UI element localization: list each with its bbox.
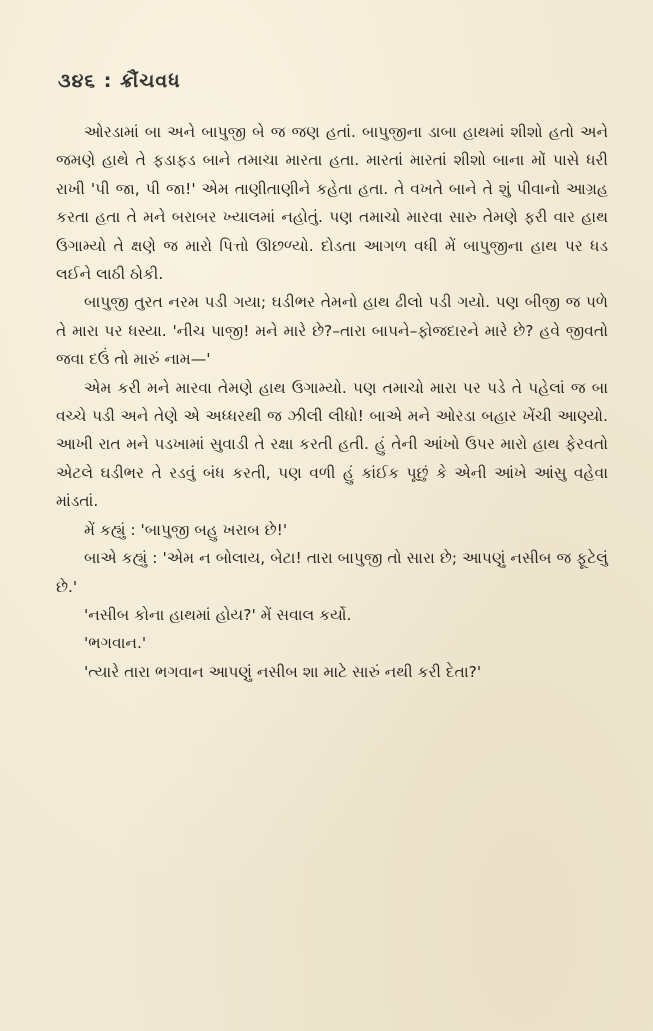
- chapter-title: ક્રૌંચવધ: [119, 70, 181, 92]
- header-separator: :: [103, 70, 113, 92]
- paragraph-5: બાએ કહ્યું : 'એમ ન બોલાય, બેટા! તારા બાપુજી તો સારા છે; આપણું નસીબ જ ફૂટેલું છે.': [56, 549, 608, 596]
- paragraph-3: એમ કરી મને મારવા તેમણે હાથ ઉગામ્યો. પણ તમાચો મારા પર પડે તે પહેલાં જ બા વચ્ચે પડી અને તેણે એ અધ્ધરથી જ ઝીલી લીધો! બાએ મને ઓરડા બહાર ખેંચી આણ્યો. આખી રાત મને પડખામાં સુવાડી તે રક્ષા કરતી હતી. હું તેની આંખો ઉપર મારો હાથ ફેરવતો એટલે ઘડીભર તે રડવું બંધ કરતી, પણ વળી હું કાંઈક પૂછું કે એની આંખે આંસુ વહેવા માંડતાં.: [56, 378, 608, 511]
- body-text: [56, 118, 608, 686]
- running-head: [58, 70, 181, 92]
- paragraph-1: ઓરડામાં બા અને બાપુજી બે જ જણ હતાં. બાપુજીના ડાબા હાથમાં શીશો હતો અને જમણે હાથે તે ફડાફડ બાને તમાચા મારતા હતા. મારતાં મારતાં શીશો બાના મોં પાસે ધરી રાખી 'પી જા, પી જા!' એમ તાણીતાણીને કહેતા હતા. તે વખતે બાને તે શું પીવાનો આગ્રહ કરતા હતા તે મને બરાબર ખ્યાલમાં નહોતું. પણ તમાચો મારવા સારુ તેમણે ફરી વાર હાથ ઉગામ્યો તે ક્ષણે જ મારો પિત્તો ઊછળ્યો. દોડતા આગળ વધી મેં બાપુજીના હાથ પર ધડ લઈને લાઠી ઠોકી.: [56, 123, 608, 284]
- paragraph-6: 'નસીબ કોના હાથમાં હોય?' મેં સવાલ કર્યો.: [84, 605, 352, 624]
- page-number: ૩૪૬: [58, 70, 97, 92]
- paragraph-2: બાપુજી તુરત નરમ પડી ગયા; ઘડીભર તેમનો હાથ ઢીલો પડી ગયો. પણ બીજી જ પળે તે મારા પર ધસ્યા. 'નીચ પાજી! મને મારે છે?–તારા બાપને–ફોજદારને મારે છે? હવે જીવતો જવા દઉં તો મારું નામ—': [56, 293, 608, 369]
- paragraph-8: 'ત્યારે તારા ભગવાન આપણું નસીબ શા માટે સારું નથી કરી દેતા?': [84, 662, 482, 681]
- paragraph-7: 'ભગવાન.': [84, 634, 147, 653]
- paragraph-4: મેં કહ્યું : 'બાપુજી બહુ ખરાબ છે!': [84, 520, 288, 539]
